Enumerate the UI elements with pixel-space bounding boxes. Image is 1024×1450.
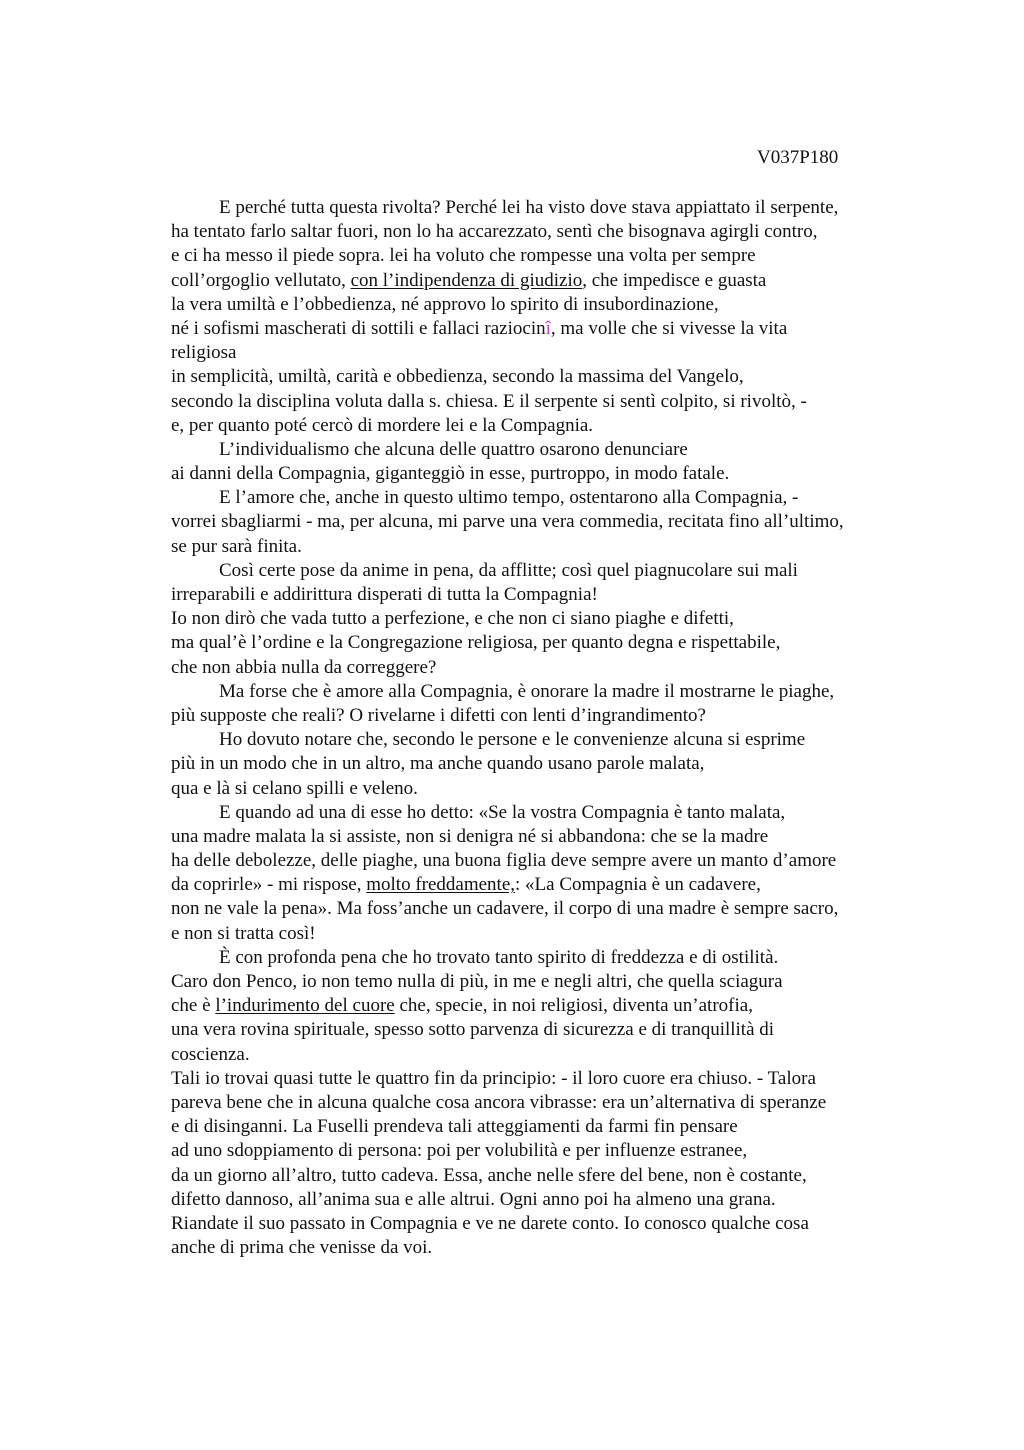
text-line: irreparabili e addirittura disperati di tutta la Compagnia! xyxy=(171,584,598,605)
text-segment: che è xyxy=(171,995,216,1017)
text-line: anche di prima che venisse da voi. xyxy=(171,1237,433,1259)
underlined-phrase: con l’indipendenza di giudizio xyxy=(350,269,583,291)
text-line: in semplicità, umiltà, carità e obbedienza, secondo la massima del Vangelo, xyxy=(171,366,744,388)
underlined-phrase: molto freddamente, xyxy=(366,874,516,896)
text-line: pareva bene che in alcuna qualche cosa ancora vibrasse: era un’alternativa di speranze xyxy=(171,1091,827,1113)
text-line: più supposte che reali? O rivelarne i difetti con lenti d’ingrandimento? xyxy=(171,704,706,726)
text-line: Tali io trovai quasi tutte le quattro fin da principio: - il loro cuore era chiuso. - Talora xyxy=(171,1067,816,1089)
text-line: Ma forse che è amore alla Compagnia, è onorare la madre il mostrarne le piaghe, xyxy=(219,680,835,702)
text-segment: che, specie, in noi religiosi, diventa un’atrofia, xyxy=(394,995,753,1017)
letter-body xyxy=(171,196,911,1260)
text-line: da un giorno all’altro, tutto cadeva. Essa, anche nelle sfere del bene, non è costante, xyxy=(171,1164,807,1186)
underlined-phrase: l’indurimento del cuore xyxy=(215,995,395,1017)
text-line: e ci ha messo il piede sopra. lei ha voluto che rompesse una volta per sempre xyxy=(171,245,756,267)
text-line: una madre malata la si assiste, non si denigra né si abbandona: che se la madre xyxy=(171,825,769,847)
text-line: e di disinganni. La Fuselli prendeva tali atteggiamenti da farmi fin pensare xyxy=(171,1116,738,1138)
text-line: Caro don Penco, io non temo nulla di più, in me e negli altri, che quella sciagura xyxy=(171,971,783,992)
text-line: difetto dannoso, all’anima sua e alle altrui. Ogni anno poi ha almeno una grana. xyxy=(171,1188,776,1210)
text-line: E perché tutta questa rivolta? Perché lei ha visto dove stava appiattato il serpente, xyxy=(219,197,839,218)
text-line xyxy=(171,317,911,341)
text-line: ha delle debolezze, delle piaghe, una buona figlia deve sempre avere un manto d’amore xyxy=(171,850,837,872)
highlighted-character: î xyxy=(545,317,551,339)
text-segment: , ma volle che si vivesse la vita xyxy=(550,317,788,339)
text-line: secondo la disciplina voluta dalla s. chiesa. E il serpente si sentì colpito, si rivoltò, - xyxy=(171,390,807,412)
text-line: qua e là si celano spilli e veleno. xyxy=(171,777,418,799)
text-line: E quando ad una di esse ho detto: «Se la vostra Compagnia è tanto malata, xyxy=(219,801,786,823)
text-segment: né i sofismi mascherati di sottili e fallaci raziocin xyxy=(171,317,546,339)
text-line: L’individualismo che alcuna delle quattro osarono denunciare xyxy=(219,438,688,460)
text-line: È con profonda pena che ho trovato tanto spirito di freddezza e di ostilità. xyxy=(219,946,779,968)
text-line: E l’amore che, anche in questo ultimo tempo, ostentarono alla Compagnia, - xyxy=(219,487,799,509)
text-segment: , che impedisce e guasta xyxy=(582,269,767,291)
text-line: una vera rovina spirituale, spesso sotto parvenza di sicurezza e di tranquillità di xyxy=(171,1019,775,1041)
text-segment: da coprirle» - mi rispose, xyxy=(171,874,367,896)
text-segment: coll’orgoglio vellutato, xyxy=(171,269,351,291)
text-line: religiosa xyxy=(171,342,237,364)
text-line: Riandate il suo passato in Compagnia e ve ne darete conto. Io conosco qualche cosa xyxy=(171,1212,809,1234)
text-line: e, per quanto poté cercò di mordere lei e la Compagnia. xyxy=(171,414,594,436)
text-line: se pur sarà finita. xyxy=(171,535,302,557)
text-line: vorrei sbagliarmi - ma, per alcuna, mi parve una vera commedia, recitata fino all’ultimo, xyxy=(171,511,844,533)
text-line: ma qual’è l’ordine e la Congregazione religiosa, per quanto degna e rispettabile, xyxy=(171,632,781,654)
text-line: la vera umiltà e l’obbedienza, né approvo lo spirito di insubordinazione, xyxy=(171,293,719,315)
text-line: che non abbia nulla da correggere? xyxy=(171,656,437,678)
text-line: non ne vale la pena». Ma foss’anche un cadavere, il corpo di una madre è sempre sacro, xyxy=(171,898,839,920)
text-line: Io non dirò che vada tutto a perfezione, e che non ci siano piaghe e difetti, xyxy=(171,608,734,630)
text-line: ha tentato farlo saltar fuori, non lo ha accarezzato, sentì che bisognava agirgli contro, xyxy=(171,221,818,243)
text-line: ai danni della Compagnia, giganteggiò in esse, purtroppo, in modo fatale. xyxy=(171,463,730,485)
text-line: coscienza. xyxy=(171,1043,250,1065)
text-line xyxy=(171,873,911,897)
text-segment: : «La Compagnia è un cadavere, xyxy=(515,874,761,896)
text-line: più in un modo che in un altro, ma anche quando usano parole malata, xyxy=(171,753,705,775)
text-line: ad uno sdoppiamento di persona: poi per volubilità e per influenze estranee, xyxy=(171,1140,748,1162)
text-line xyxy=(171,269,911,293)
text-line: Così certe pose da anime in pena, da afflitte; così quel piagnucolare sui mali xyxy=(219,559,798,581)
text-line: e non si tratta così! xyxy=(171,922,316,944)
page-identifier: V037P180 xyxy=(757,147,839,168)
text-line xyxy=(171,994,911,1018)
text-line: Ho dovuto notare che, secondo le persone e le convenienze alcuna si esprime xyxy=(219,729,806,751)
